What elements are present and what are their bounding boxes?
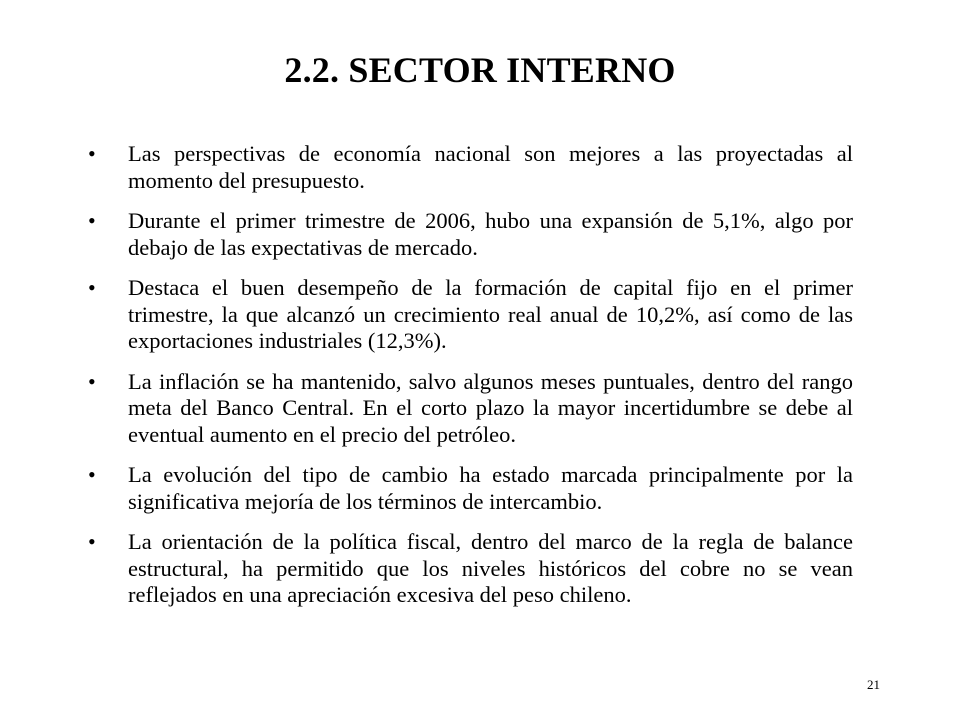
bullet-item [88,529,853,609]
bullet-dot-icon: • [88,529,96,554]
bullet-item [88,141,853,194]
bullet-item [88,369,853,449]
bullet-dot-icon: • [88,275,96,300]
bullet-text: La inflación se ha mantenido, salvo algunos meses puntuales, dentro del rango meta del Banco Central. En el corto plazo la mayor incertidumbre se debe al eventual aumento en el precio del petróleo. [128,368,853,447]
slide-title: 2.2. SECTOR INTERNO [284,50,676,90]
bullet-item [88,208,853,261]
bullet-dot-icon: • [88,368,96,394]
bullet-text: La evolución del tipo de cambio ha estado marcada principalmente por la significativa mejoría de los términos de intercambio. [128,462,853,514]
bullet-text: Destaca el buen desempeño de la formación de capital fijo en el primer trimestre, la que alcanzó un crecimiento real anual de 10,2%, así como de las exportaciones industriales (12,3%). [128,275,853,353]
bullet-dot-icon: • [88,462,96,487]
bullet-text: La orientación de la política fiscal, dentro del marco de la regla de balance estructural, ha permitido que los niveles históricos del cobre no se vean reflejados en una apreciación excesiva del peso chileno. [128,529,853,607]
page-number: 21 [867,677,880,692]
bullet-item [88,462,853,515]
bullet-dot-icon: • [88,141,96,166]
bullet-text: Durante el primer trimestre de 2006, hubo una expansión de 5,1%, algo por debajo de las expectativas de mercado. [128,208,853,260]
bullet-dot-icon: • [88,208,96,233]
bullet-list [88,141,853,623]
bullet-item [88,275,853,355]
bullet-text: Las perspectivas de economía nacional son mejores a las proyectadas al momento del presupuesto. [128,141,853,193]
